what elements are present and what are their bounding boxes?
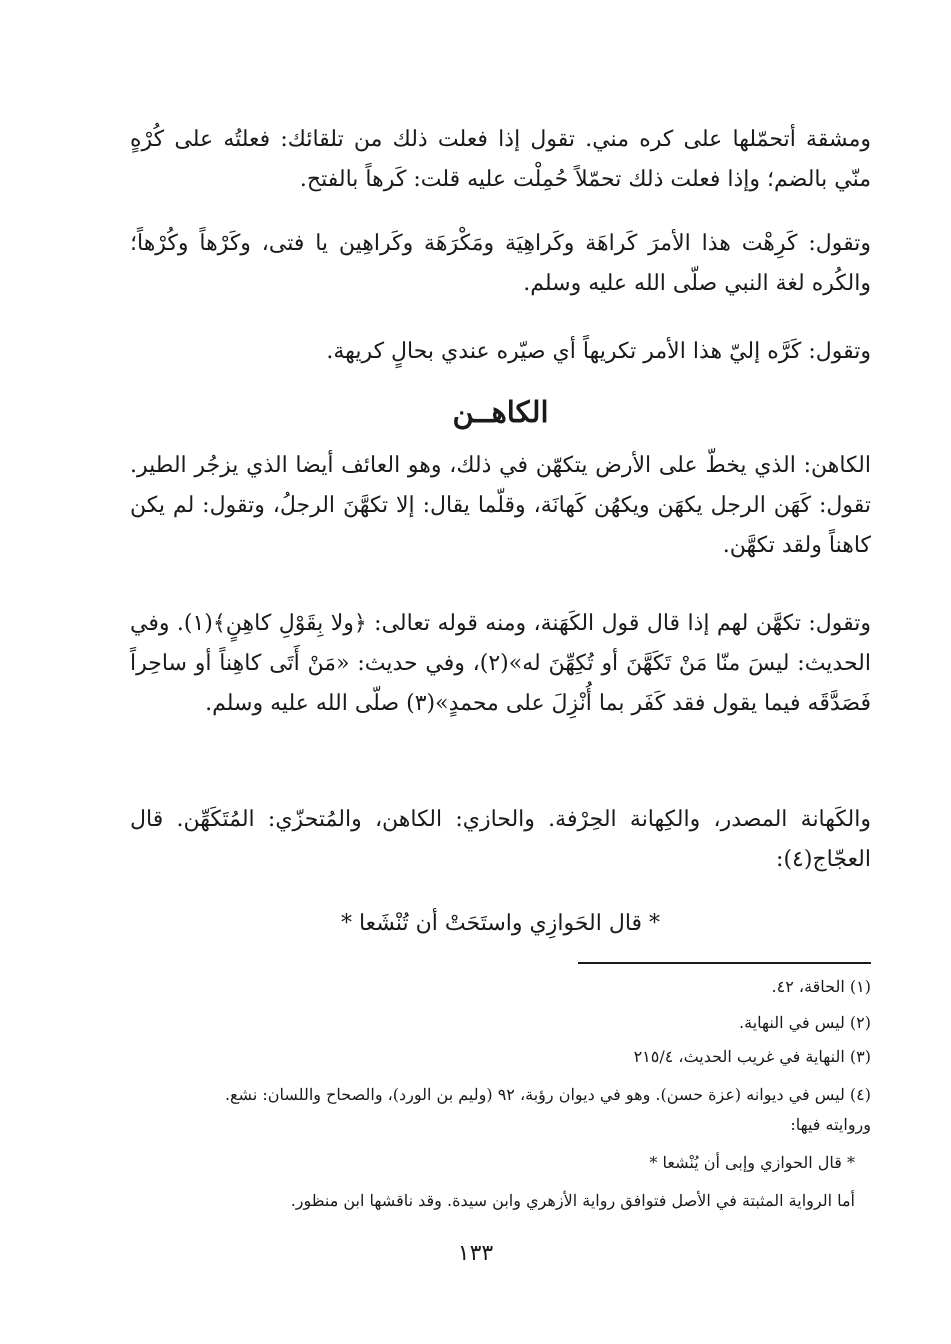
footnote-4-note: أما الرواية المثبتة في الأصل فتوافق رواية الأزهري وابن سيدة. وقد ناقشها ابن منظور. (290, 1191, 855, 1210)
footnote-4: (٤) ليس في ديوانه (عزة حسن). وهو في ديوان رؤبة، ٩٢ (وليم بن الورد)، والصحاح واللسان: نشع. (224, 1085, 871, 1104)
section-heading: الكاهــن (452, 395, 549, 429)
paragraph-karh-meaning: ومشقة أتحمّلها على كره مني. تقول إذا فعلت ذلك من تلقائك: فعلتُه على كُرْهٍ منّي بالضم؛ وإذا فعلت ذلك تحمّلاً حُمِلْت عليه قلت: كَرهاً بالفتح. (130, 127, 871, 192)
footnote-4-verse: * قال الحوازي وإبى أن يُنْشعا * (649, 1153, 855, 1172)
paragraph-takahhana-hadith: وتقول: تكهَّن لهم إذا قال قول الكَهَنة، ومنه قوله تعالى: ﴿ولا بِقَوْلِ كاهِنٍ﴾(١). وفي الحديث: ليسَ منّا مَنْ تَكَهَّنَ أو تُكِهِّنَ له»(٢)، وفي حديث: «مَنْ أَتَى كاهِناً أو ساحِراً فَصَدَّقَه فيما يقول فقد كَفَر بما أُنْزِلَ على محمدٍ»(٣) صلّى الله عليه وسلم. (130, 611, 871, 716)
page-number: ١٣٣ (457, 1241, 494, 1266)
footnote-1: (١) الحاقة، ٤٢. (771, 977, 871, 996)
paragraph-kahin-definition: الكاهن: الذي يخطّ على الأرض يتكهّن في ذلك، وهو العائف أيضا الذي يزجُر الطير. تقول: كَهَن الرجل يكهَن ويكهُن كَهانَة، وقلّما يقال: إلا تكهَّنَ الرجلُ، وتقول: لم يكن كاهناً ولقد تكهَّن. (130, 453, 871, 558)
footnote-2: (٢) ليس في النهاية. (739, 1013, 871, 1032)
paragraph-kahana-masdar: والكَهانة المصدر، والكِهانة الحِرْفة. والحازي: الكاهن، والمُتحزّي: المُتَكَهِّن. قال العجّاج(٤): (130, 807, 871, 872)
paragraph-karihtu-forms: وتقول: كَرِهْت هذا الأمرَ كَراهَة وكَراهِيَة ومَكْرَهَة وكَراهِين يا فتى، وكَرْهاً وكُرْهاً؛ والكُره لغة النبي صلّى الله عليه وسلم. (130, 231, 871, 296)
footnote-divider (578, 962, 871, 964)
footnote-3: (٣) النهاية في غريب الحديث، ٢١٥/٤ (633, 1047, 871, 1066)
footnote-4-continuation: وروايته فيها: (790, 1115, 871, 1134)
poetry-verse: * قال الحَوازِي واستَحَتْ أن تُنْشَعا * (340, 911, 661, 936)
paragraph-karraha: وتقول: كَرَّه إليّ هذا الأمر تكريهاً أي صيّره عندي بحالٍ كريهة. (326, 339, 871, 364)
